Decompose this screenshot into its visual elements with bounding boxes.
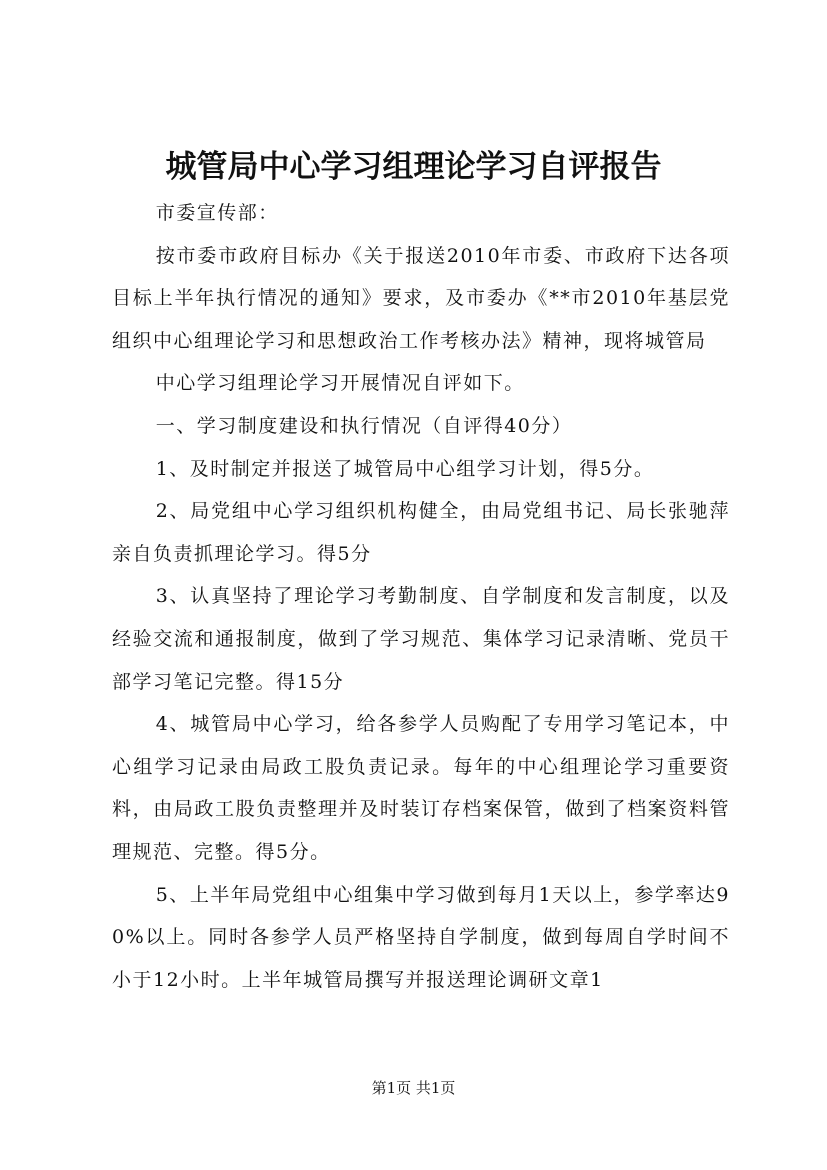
list-item-2: 2、局党组中心学习组织机构健全，由局党组书记、局长张驰萍亲自负责抓理论学习。得5分 bbox=[112, 500, 730, 565]
list-item-3: 3、认真坚持了理论学习考勤制度、自学制度和发言制度，以及经验交流和通报制度，做到了学习规范、集体学习记录清晰、党员干部学习笔记完整。得15分 bbox=[112, 585, 730, 693]
document-body bbox=[112, 192, 730, 1001]
page-footer: 第1页 共1页 bbox=[371, 1079, 456, 1097]
list-item-4: 4、城管局中心学习，给各参学人员购配了专用学习笔记本，中心组学习记录由局政工股负责记录。每年的中心组理论学习重要资料，由局政工股负责整理并及时装订存档案保管，做到了档案资料管理规范、完整。得5分。 bbox=[112, 713, 730, 863]
paragraph-recipient: 市委宣传部： bbox=[155, 202, 279, 224]
list-item-1: 1、及时制定并报送了城管局中心组学习计划，得5分。 bbox=[155, 457, 655, 480]
section-heading: 一、学习制度建设和执行情况（自评得40分） bbox=[155, 414, 573, 437]
paragraph-intro: 按市委市政府目标办《关于报送2010年市委、市政府下达各项目标上半年执行情况的通知》要求，及市委办《**市2010年基层党组织中心组理论学习和思想政治工作考核办法》精神，现将城管局 bbox=[112, 244, 730, 352]
paragraph-intro-continued: 中心学习组理论学习开展情况自评如下。 bbox=[155, 372, 525, 395]
document-title: 城管局中心学习组理论学习自评报告 bbox=[165, 149, 662, 185]
list-item-5: 5、上半年局党组中心组集中学习做到每月1天以上，参学率达90%以上。同时各参学人员严格坚持自学制度，做到每周自学时间不小于12小时。上半年城管局撰写并报送理论调研文章1 bbox=[112, 883, 730, 991]
